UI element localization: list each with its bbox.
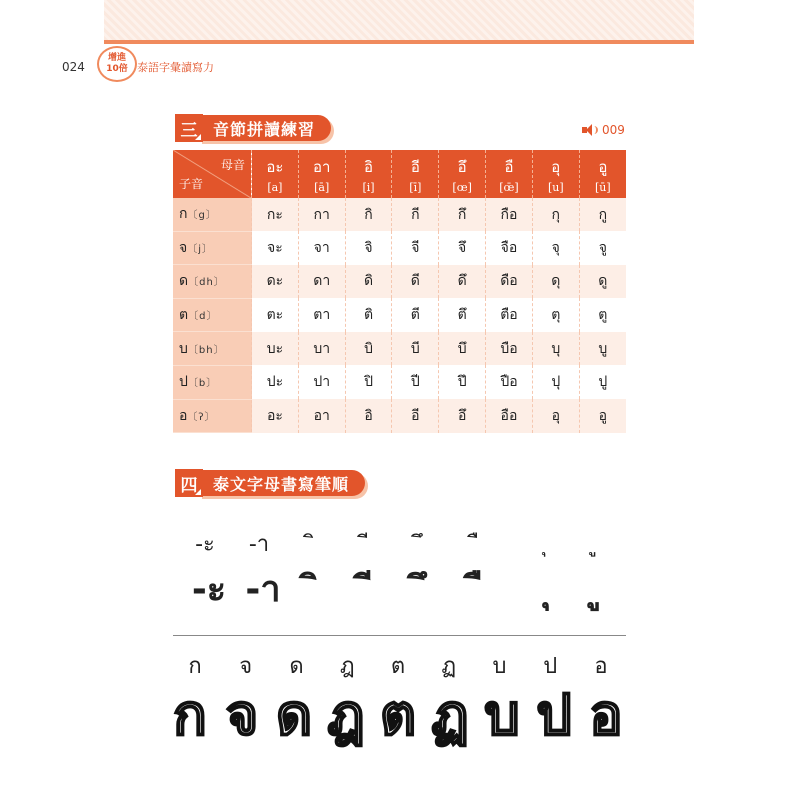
syllable-cell: บู — [579, 332, 626, 366]
syllable-cell: จะ — [252, 231, 299, 265]
syllable-cell: อา — [298, 399, 345, 433]
syllable-cell: ตะ — [252, 298, 299, 332]
consonant-header: ป〔b〕 — [173, 365, 252, 399]
vowel-outline — [457, 560, 509, 617]
audio-track[interactable] — [582, 123, 625, 137]
vowel-guide — [575, 526, 619, 561]
section-4-number: 四 — [175, 469, 203, 497]
consonant-outline: อ — [589, 683, 623, 748]
syllable-cell: ปู — [579, 365, 626, 399]
consonant-guide: บ — [492, 654, 507, 679]
syllable-cell: กิ — [345, 198, 392, 231]
syllable-cell: จา — [298, 231, 345, 265]
consonant-header: จ〔j〕 — [173, 231, 252, 265]
corner-vowel-label: 母音 — [220, 158, 245, 172]
vowel-guide — [293, 526, 337, 561]
syllable-cell: ปะ — [252, 365, 299, 399]
stroke-consonants-small — [168, 648, 628, 678]
section-3-number: 三 — [175, 114, 203, 142]
consonant-guide: จ — [239, 654, 253, 679]
table-corner — [173, 150, 252, 198]
syllable-cell: อี — [392, 399, 439, 433]
syllable-cell: อุ — [532, 399, 579, 433]
speaker-icon — [582, 124, 598, 136]
syllable-cell: บิ — [345, 332, 392, 366]
divider — [173, 635, 626, 636]
consonant-guide: ป — [543, 654, 558, 679]
section-3-header — [175, 115, 331, 141]
vowel-header: อุ [u] — [532, 150, 579, 198]
book-title: 泰語字彙讀寫力 — [137, 61, 214, 74]
consonant-guide: ก — [188, 654, 202, 679]
syllable-cell: บึ — [439, 332, 486, 366]
syllable-cell: ปุ — [532, 365, 579, 399]
vowel-outline — [401, 560, 453, 617]
vowel-header: อึ [œ] — [439, 150, 486, 198]
syllable-cell: อิ — [345, 399, 392, 433]
badge-line-2: 10倍 — [106, 64, 128, 74]
syllable-cell: กี — [392, 198, 439, 231]
syllable-cell: ติ — [345, 298, 392, 332]
syllable-cell: อึ — [439, 399, 486, 433]
consonant-guide: ฏ — [441, 654, 457, 679]
vowel-outline — [293, 560, 345, 617]
syllable-cell: จู — [579, 231, 626, 265]
consonant-guide: ฎ — [339, 654, 355, 679]
vowel-guide — [525, 526, 569, 561]
syllable-cell: อู — [579, 399, 626, 433]
syllable-cell: ดุ — [532, 265, 579, 299]
syllable-cell: บือ — [486, 332, 533, 366]
section-4-title: 泰文字母書寫筆順 — [199, 470, 365, 496]
syllable-cell: ดือ — [486, 265, 533, 299]
syllable-cell: กึ — [439, 198, 486, 231]
consonant-outline: ฏ — [431, 683, 469, 748]
vowel-guide: -ะ — [195, 532, 215, 557]
syllable-cell: ตี — [392, 298, 439, 332]
syllable-cell: อือ — [486, 399, 533, 433]
consonant-header: ต〔d〕 — [173, 298, 252, 332]
table-row — [173, 298, 626, 332]
syllable-cell: บา — [298, 332, 345, 366]
syllable-cell: บะ — [252, 332, 299, 366]
syllable-cell: ปึ — [439, 365, 486, 399]
stroke-consonants-large — [164, 676, 632, 766]
syllable-cell: ปือ — [486, 365, 533, 399]
table-row — [173, 231, 626, 265]
syllable-cell: อะ — [252, 399, 299, 433]
vowel-guide — [457, 526, 501, 561]
syllable-cell: กา — [298, 198, 345, 231]
table-row — [173, 399, 626, 433]
vowel-header: อะ [a] — [252, 150, 299, 198]
syllable-cell: จึ — [439, 231, 486, 265]
vowel-outline: -ะ — [191, 569, 227, 610]
vowel-header: อู [ū] — [579, 150, 626, 198]
consonant-guide: ด — [289, 654, 304, 679]
table-header-row — [173, 150, 626, 198]
corner-consonant-label: 子音 — [179, 177, 204, 191]
vowel-outline — [525, 560, 577, 617]
consonant-header: ก〔g〕 — [173, 198, 252, 231]
syllable-cell: ตึ — [439, 298, 486, 332]
syllable-cell: ตา — [298, 298, 345, 332]
syllable-cell: กู — [579, 198, 626, 231]
vowel-header: อี [ī] — [392, 150, 439, 198]
vowel-guide — [401, 526, 445, 561]
vowel-header: อา [ā] — [298, 150, 345, 198]
syllable-cell: ตู — [579, 298, 626, 332]
consonant-outline: ต — [379, 683, 417, 748]
vowel-guide — [347, 526, 391, 561]
vowel-header: อื [œ̄] — [486, 150, 533, 198]
section-4-header — [175, 470, 365, 496]
consonant-outline: ฎ — [327, 683, 365, 748]
syllable-table — [173, 150, 626, 433]
vowel-outline — [575, 560, 627, 617]
vowel-header: อิ [i] — [345, 150, 392, 198]
syllable-cell: บี — [392, 332, 439, 366]
syllable-cell: ปี — [392, 365, 439, 399]
consonant-header: อ〔ʔ〕 — [173, 399, 252, 433]
vowel-outline — [347, 560, 399, 617]
page-number: 024 — [62, 60, 85, 74]
table-row — [173, 265, 626, 299]
consonant-header: บ〔bh〕 — [173, 332, 252, 366]
stroke-vowels-small — [175, 520, 625, 560]
syllable-cell: กือ — [486, 198, 533, 231]
syllable-cell: ดะ — [252, 265, 299, 299]
consonant-outline: ก — [173, 683, 207, 748]
syllable-cell: ดี — [392, 265, 439, 299]
consonant-header: ด〔dh〕 — [173, 265, 252, 299]
syllable-cell: ตุ — [532, 298, 579, 332]
syllable-cell: จิ — [345, 231, 392, 265]
syllable-cell: กุ — [532, 198, 579, 231]
table-row — [173, 365, 626, 399]
syllable-cell: จุ — [532, 231, 579, 265]
syllable-cell: บุ — [532, 332, 579, 366]
syllable-cell: ปิ — [345, 365, 392, 399]
top-rule — [104, 40, 694, 44]
syllable-cell: ปา — [298, 365, 345, 399]
consonant-outline: ป — [536, 683, 572, 748]
consonant-outline: ด — [275, 683, 313, 748]
syllable-cell: จือ — [486, 231, 533, 265]
table-row — [173, 332, 626, 366]
vowel-guide: -า — [248, 532, 270, 557]
consonant-guide: ต — [390, 654, 406, 679]
audio-track-number: 009 — [602, 123, 625, 137]
consonant-outline: บ — [484, 683, 520, 748]
badge-line-1: 增進 — [107, 53, 126, 63]
vowel-outline: -า — [245, 569, 281, 610]
section-3-title: 音節拼讀練習 — [199, 115, 331, 141]
syllable-cell: ดิ — [345, 265, 392, 299]
top-decorative-band — [104, 0, 694, 40]
consonant-guide: อ — [594, 654, 608, 679]
stroke-vowels-large — [175, 560, 625, 632]
syllable-cell: ดู — [579, 265, 626, 299]
syllable-cell: ดึ — [439, 265, 486, 299]
syllable-cell: ตือ — [486, 298, 533, 332]
consonant-outline: จ — [225, 683, 259, 748]
series-badge — [97, 46, 137, 82]
syllable-cell: จี — [392, 231, 439, 265]
syllable-cell: ดา — [298, 265, 345, 299]
syllable-cell: กะ — [252, 198, 299, 231]
table-row — [173, 198, 626, 231]
